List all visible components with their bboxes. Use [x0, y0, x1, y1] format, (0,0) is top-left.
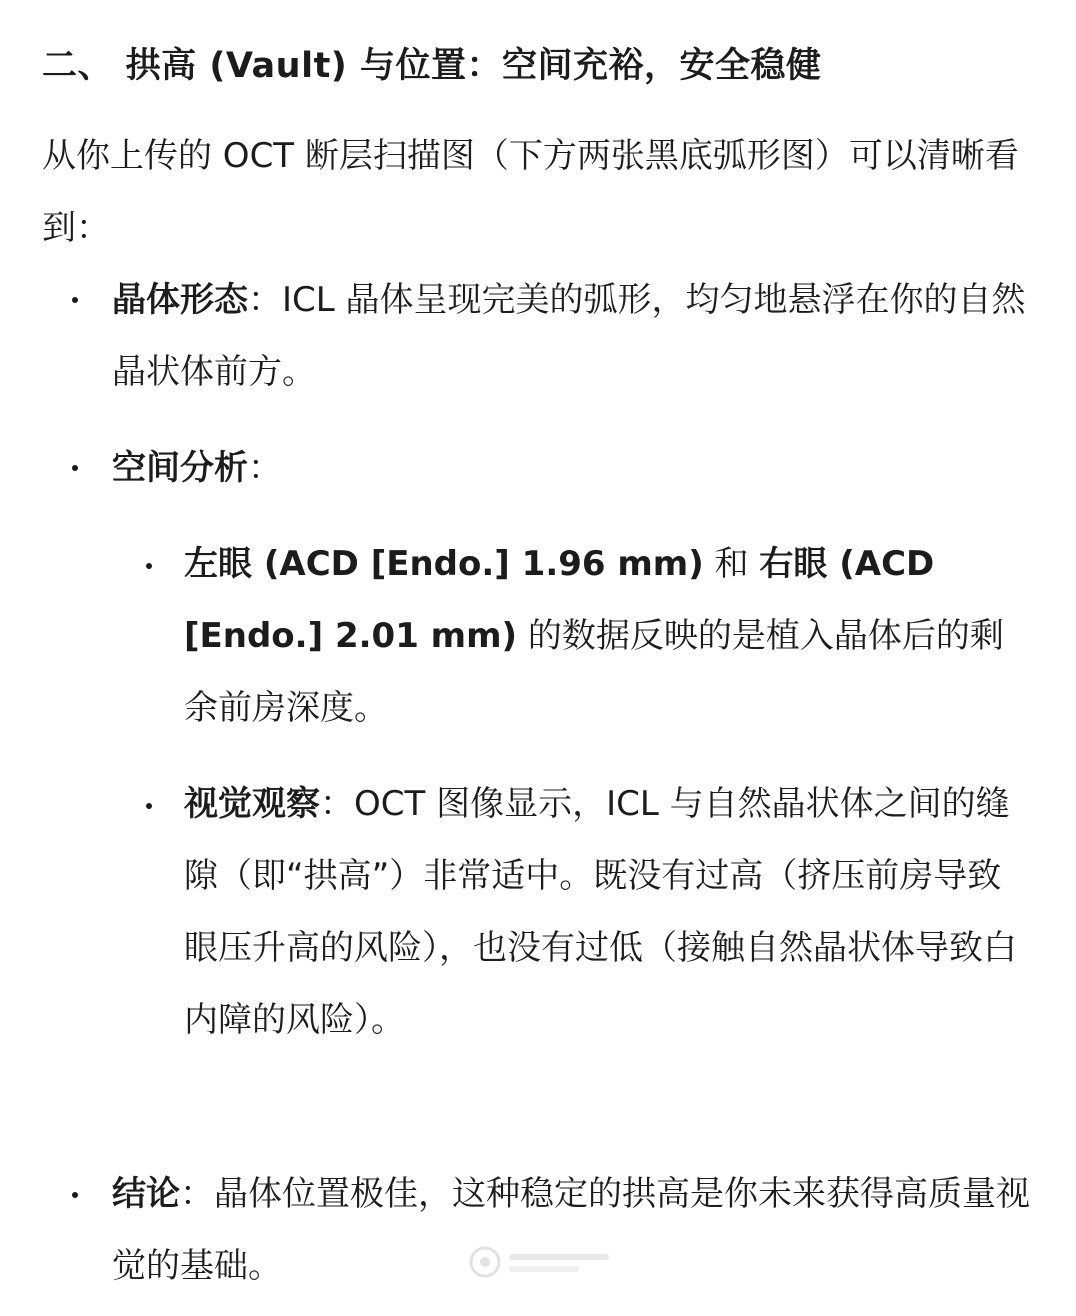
sublist-item-label: 视觉观察	[184, 784, 320, 824]
section-heading: 二、 拱高 (Vault) 与位置：空间充裕，安全稳健	[42, 46, 822, 86]
list-item-label: 结论	[112, 1174, 180, 1214]
bullet-dot	[72, 465, 78, 471]
conjunction-text: 和	[703, 544, 760, 584]
sublist-item-text: 的数据反映的是植入晶体后的剩余前房深度。	[184, 616, 1004, 728]
list-item-label: 晶体形态	[112, 280, 248, 320]
list-item-crystal-form	[112, 264, 1032, 408]
bullet-dot	[72, 297, 78, 303]
bullet-dot	[146, 563, 152, 569]
sublist-item-acd	[184, 528, 1034, 744]
watermark-icon	[465, 1232, 625, 1292]
intro-paragraph: 从你上传的 OCT 断层扫描图（下方两张黑底弧形图）可以清晰看到：	[42, 136, 1019, 248]
bullet-dot	[146, 803, 152, 809]
list-item-text: ：ICL 晶体呈现完美的弧形，均匀地悬浮在你的自然晶状体前方。	[112, 280, 1026, 392]
list-item-text: ：晶体位置极佳，这种稳定的拱高是你未来获得高质量视觉的基础。	[112, 1174, 1030, 1286]
sublist-item-text: ：OCT 图像显示，ICL 与自然晶状体之间的缝隙（即“拱高”）非常适中。既没有过高（挤压前房导致眼压升高的风险），也没有过低（接触自然晶状体导致白内障的风险）。	[184, 784, 1017, 1040]
list-item-label: 空间分析	[112, 448, 248, 488]
right-eye-label: 右眼 (ACD [Endo.] 2.01 mm)	[184, 544, 935, 656]
bullet-dot	[72, 1192, 78, 1198]
left-eye-label: 左眼 (ACD [Endo.] 1.96 mm)	[184, 544, 704, 584]
list-item-text: ：	[248, 448, 282, 488]
list-item-space-analysis	[112, 432, 1032, 504]
sublist-item-visual-observation	[184, 768, 1034, 1056]
